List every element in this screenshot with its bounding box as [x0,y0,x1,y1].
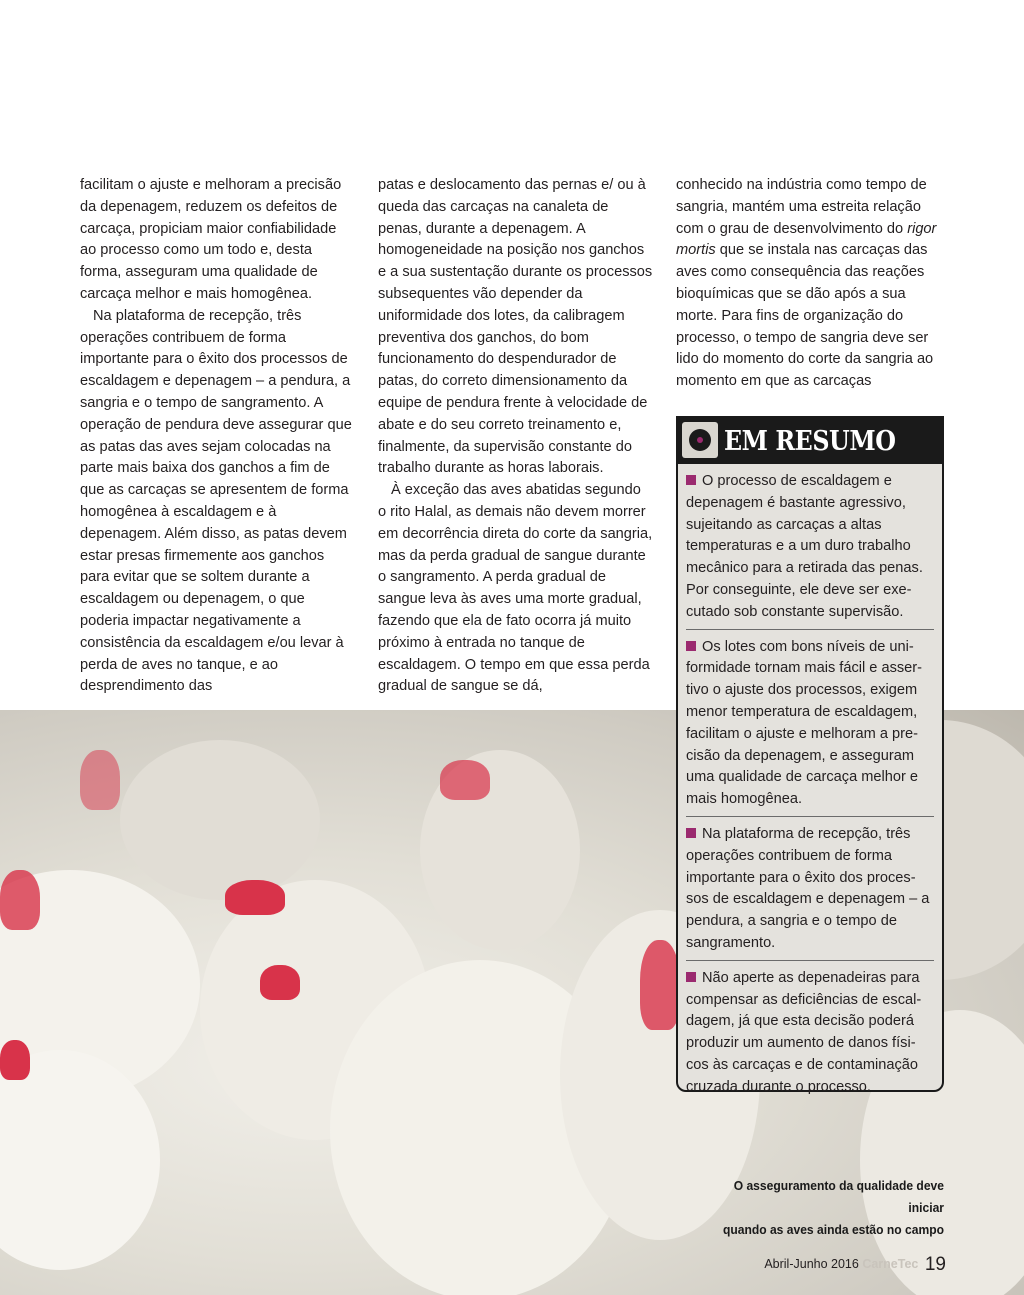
summary-box [676,416,944,1095]
paragraph: Na plataforma de recepção, três operações contribuem de forma importante para o êxito dos processos de escaldagem e depenagem – a pendura, a sangria e o tempo de sangramento. A operação de pendura deve assegurar que as patas das aves sejam colocadas na parte mais baixa dos ganchos a fim de que as carcaças se apresentem de forma homogênea à escaldagem e à depenagem. Além disso, as patas devem estar presas firmemente aos ganchos para evitar que se soltem durante a escaldagem ou depenagem, o que poderia impactar negativamente a consistência da escaldagem e/ou levar à perda de aves no tanque, e ao desprendimento das [80,307,352,695]
summary-item [686,967,934,1104]
summary-item-text: O processo de escaldagem e depenagem é bastante agressivo, sujeitando as carcaças a altas temperaturas e a um duro trabalho mecânico para a retirada das penas. Por conseguinte, ele deve ser exe-cutado sob constante supervisão. [686,473,923,620]
paragraph: facilitam o ajuste e melhoram a precisão da depenagem, reduzem os defeitos de carcaça, propiciam maior confiabilidade ao processo como um todo e, desta forma, asseguram uma qualidade de carcaça melhor e mais homogênea. [80,177,342,302]
caption-line: O asseguramento da qualidade deve iniciar [733,1178,944,1215]
page-number: 19 [924,1254,946,1275]
text-column-2 [378,175,653,698]
square-bullet-icon [686,828,696,838]
italic-term: rigor mortis [676,220,937,259]
text-column-1 [80,175,355,698]
text-span: que se instala nas carcaças das aves como consequência das reações bioquímicas que se dão após a sua morte. Para fins de organização do processo, o tempo de sangria deve ser lido do momento do corte da sangria ao momento em que as carcaças [676,242,934,390]
text-span: conhecido na indústria como tempo de sangria, mantém uma estreita relação com o grau de desenvolvimento do [676,177,927,237]
chicken-shape [120,740,320,900]
chicken-comb [225,880,285,915]
chicken-comb [80,750,120,810]
caption-line: quando as aves ainda estão no campo [722,1222,944,1237]
summary-header [676,416,944,464]
summary-item [686,823,934,961]
summary-item [686,470,934,630]
page-footer [764,1254,946,1276]
paragraph: À exceção das aves abatidas segundo o rito Halal, as demais não devem morrer em decorrência direta do corte da sangria, mas da perda gradual de sangue durante o sangramento. A perda gradual de sangue leva às aves uma morte gradual, fazendo que ela de fato ocorra já muito próximo à entrada no tanque de escaldagem. O tempo em que essa perda gradual de sangue se dá, [378,482,653,695]
paragraph: patas e deslocamento das pernas e/ ou à queda das carcaças na canaleta de penas, durante a depenagem. A homogeneidade na posição nos ganchos e a sua sustentação durante os processos subsequentes vão depender da uniformidade dos lotes, da calibragem preventiva dos ganchos, do bom funcionamento do despendurador de patas, do correto dimensionamento da equipe de pendura frente à velocidade de abate e do seu correto treinamento e, finalmente, da supervisão constante do trabalho durante as horas laborais. [378,177,653,477]
text-column-3 [676,175,944,393]
summary-item [686,636,934,817]
square-bullet-icon [686,641,696,651]
summary-list [686,470,934,1110]
summary-item-text: Na plataforma de recepção, três operações contribuem de forma importante para o êxito dos proces-sos de escaldagem e depenagem – a pendura, a sangria e o tempo de sangramento. [686,825,930,951]
magazine-name: CarneTec [862,1257,919,1271]
square-bullet-icon [686,475,696,485]
summary-item-text: Os lotes com bons níveis de uni-formidade tornam mais fácil e asser-tivo o ajuste dos processos, exigem menor temperatura de escaldagem, facilitam o ajuste e melhoram a pre-cisão da depenagem, e asseguram uma qualidade de carcaça melhor e mais homogênea. [686,638,923,808]
summary-item-text: Não aperte as depenadeiras para compensar as deficiências de escal-dagem, já que esta decisão poderá produzir um aumento de danos físi-cos às carcaças e de contaminação cruzada durante o processo. [686,969,922,1095]
target-icon [682,422,718,458]
chicken-comb [640,940,680,1030]
photo-caption [695,1175,944,1241]
summary-title: EM RESUMO [724,426,896,457]
target-dot [689,429,711,451]
issue-date: Abril-Junho 2016 [764,1257,859,1271]
chicken-comb [440,760,490,800]
chicken-wattle [260,965,300,1000]
square-bullet-icon [686,972,696,982]
chicken-comb [0,870,40,930]
chicken-comb [0,1040,30,1080]
paragraph [676,175,944,393]
